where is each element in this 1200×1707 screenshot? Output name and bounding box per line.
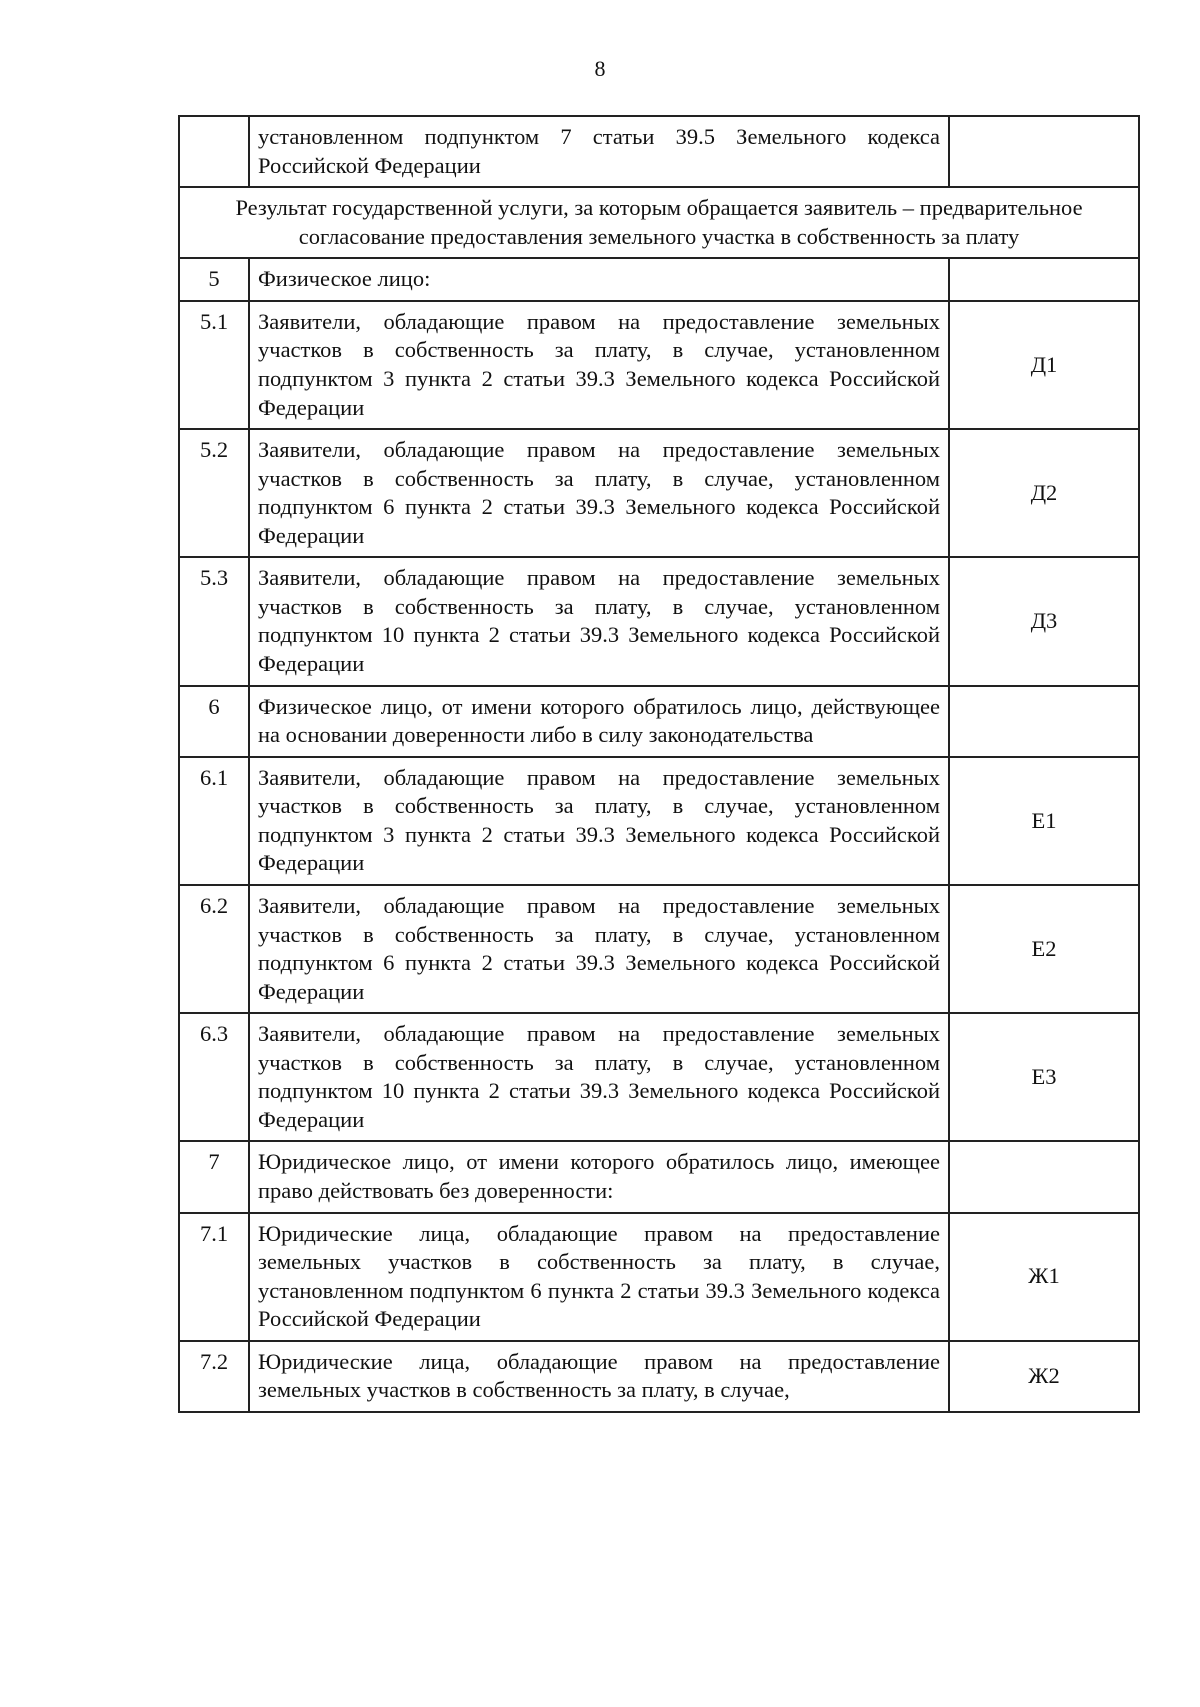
row-number xyxy=(179,116,249,187)
row-code: Д3 xyxy=(949,557,1139,685)
row-code xyxy=(949,258,1139,301)
table-row xyxy=(179,557,1139,685)
row-text: Заявители, обладающие правом на предоставление земельных участков в собственность за плату, в случае, установленном подпунктом 6 пункта 2 статьи 39.3 Земельного кодекса Российской Федерации xyxy=(249,885,949,1013)
row-number: 7.2 xyxy=(179,1341,249,1412)
row-number: 6.2 xyxy=(179,885,249,1013)
page-number: 8 xyxy=(594,56,606,81)
row-code: Д1 xyxy=(949,301,1139,429)
row-number: 7.1 xyxy=(179,1213,249,1341)
row-number: 5 xyxy=(179,258,249,301)
row-text: Заявители, обладающие правом на предоставление земельных участков в собственность за плату, в случае, установленном подпунктом 3 пункта 2 статьи 39.3 Земельного кодекса Российской Федерации xyxy=(249,301,949,429)
row-code: Ж1 xyxy=(949,1213,1139,1341)
table-row xyxy=(179,1341,1139,1412)
row-number: 5.2 xyxy=(179,429,249,557)
row-code: Д2 xyxy=(949,429,1139,557)
table-row xyxy=(179,885,1139,1013)
row-code xyxy=(949,686,1139,757)
row-code xyxy=(949,1141,1139,1212)
row-number: 5.1 xyxy=(179,301,249,429)
row-text: Юридические лица, обладающие правом на предоставление земельных участков в собственность за плату, в случае, установленном подпунктом 6 пункта 2 статьи 39.3 Земельного кодекса Российской Федерации xyxy=(249,1213,949,1341)
row-number: 7 xyxy=(179,1141,249,1212)
table-row xyxy=(179,686,1139,757)
table-row xyxy=(179,301,1139,429)
row-number: 5.3 xyxy=(179,557,249,685)
table-row xyxy=(179,757,1139,885)
section-header: Результат государственной услуги, за которым обращается заявитель – предварительное согласование предоставления земельного участка в собственность за плату xyxy=(179,187,1139,258)
row-code xyxy=(949,116,1139,187)
row-text: Физическое лицо: xyxy=(249,258,949,301)
table-row xyxy=(179,1213,1139,1341)
row-text: Заявители, обладающие правом на предоставление земельных участков в собственность за плату, в случае, установленном подпунктом 3 пункта 2 статьи 39.3 Земельного кодекса Российской Федерации xyxy=(249,757,949,885)
table-row xyxy=(179,1141,1139,1212)
row-text: Юридическое лицо, от имени которого обратилось лицо, имеющее право действовать без доверенности: xyxy=(249,1141,949,1212)
table-row xyxy=(179,1013,1139,1141)
section-header-row xyxy=(179,187,1139,258)
applicant-table xyxy=(178,115,1140,1413)
table-row xyxy=(179,429,1139,557)
row-code: Ж2 xyxy=(949,1341,1139,1412)
table-row xyxy=(179,116,1139,187)
row-number: 6 xyxy=(179,686,249,757)
row-code: Е1 xyxy=(949,757,1139,885)
table-row xyxy=(179,258,1139,301)
row-text: установленном подпунктом 7 статьи 39.5 Земельного кодекса Российской Федерации xyxy=(249,116,949,187)
row-text: Заявители, обладающие правом на предоставление земельных участков в собственность за плату, в случае, установленном подпунктом 10 пункта 2 статьи 39.3 Земельного кодекса Российской Федерации xyxy=(249,1013,949,1141)
row-code: Е3 xyxy=(949,1013,1139,1141)
row-number: 6.1 xyxy=(179,757,249,885)
row-text: Юридические лица, обладающие правом на предоставление земельных участков в собственность за плату, в случае, xyxy=(249,1341,949,1412)
row-text: Заявители, обладающие правом на предоставление земельных участков в собственность за плату, в случае, установленном подпунктом 6 пункта 2 статьи 39.3 Земельного кодекса Российской Федерации xyxy=(249,429,949,557)
row-text: Физическое лицо, от имени которого обратилось лицо, действующее на основании доверенности либо в силу законодательства xyxy=(249,686,949,757)
row-code: Е2 xyxy=(949,885,1139,1013)
row-text: Заявители, обладающие правом на предоставление земельных участков в собственность за плату, в случае, установленном подпунктом 10 пункта 2 статьи 39.3 Земельного кодекса Российской Федерации xyxy=(249,557,949,685)
row-number: 6.3 xyxy=(179,1013,249,1141)
